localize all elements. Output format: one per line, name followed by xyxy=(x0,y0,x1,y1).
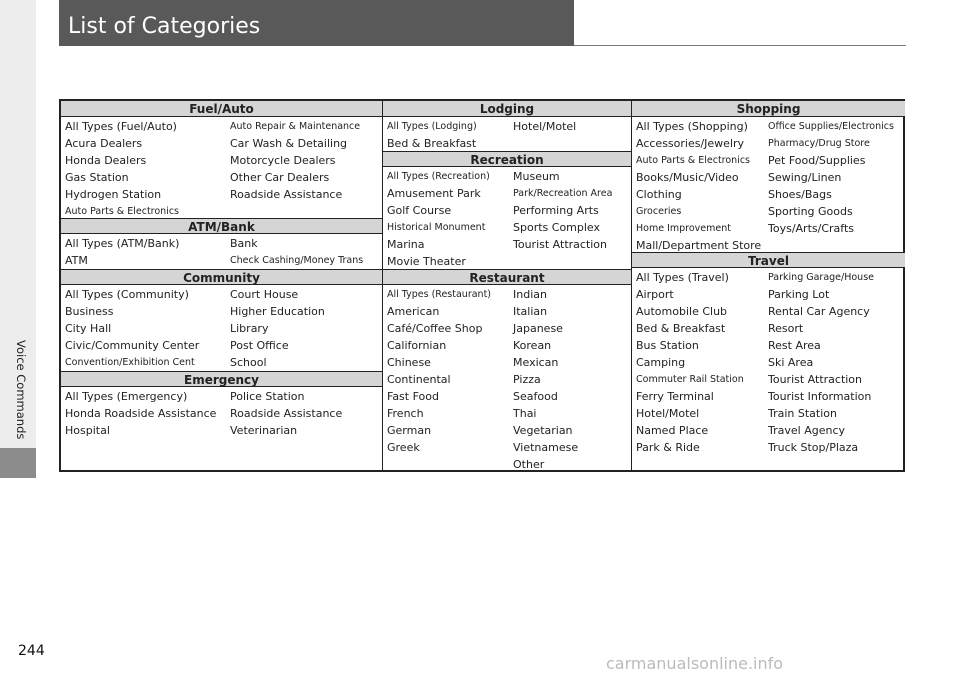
category-item: Thai xyxy=(513,407,537,420)
category-item: Hotel/Motel xyxy=(636,407,700,420)
watermark: carmanualsonline.info xyxy=(606,654,784,673)
page-number: 244 xyxy=(18,643,45,659)
category-item: Groceries xyxy=(636,206,682,217)
category-item: Marina xyxy=(387,238,425,251)
category-item: All Types (ATM/Bank) xyxy=(65,237,180,250)
category-item: Fast Food xyxy=(387,390,439,403)
category-item: Pizza xyxy=(513,373,541,386)
category-item: Shoes/Bags xyxy=(768,188,832,201)
section-header-recreation: Recreation xyxy=(383,151,631,167)
category-item: Bed & Breakfast xyxy=(387,137,477,150)
category-item: Seafood xyxy=(513,390,558,403)
category-item: Mall/Department Store xyxy=(636,239,762,252)
category-item: Resort xyxy=(768,322,804,335)
category-item: Civic/Community Center xyxy=(65,339,200,352)
category-item: All Types (Community) xyxy=(65,288,189,301)
title-rule xyxy=(574,45,906,46)
section-header-travel: Travel xyxy=(632,252,905,268)
category-item: Movie Theater xyxy=(387,255,466,268)
side-tab-label: Voice Commands xyxy=(14,340,28,440)
category-item: Hydrogen Station xyxy=(65,188,162,201)
section-header-shopping: Shopping xyxy=(632,101,905,117)
category-item: Indian xyxy=(513,288,547,301)
category-item: Roadside Assistance xyxy=(230,407,343,420)
section-header-emergency: Emergency xyxy=(61,371,382,387)
category-item: Travel Agency xyxy=(768,424,845,437)
category-item: Auto Parts & Electronics xyxy=(636,155,751,166)
category-item: Ferry Terminal xyxy=(636,390,714,403)
column-divider xyxy=(631,101,632,470)
category-item: All Types (Emergency) xyxy=(65,390,188,403)
category-item: Golf Course xyxy=(387,204,452,217)
category-item: Pharmacy/Drug Store xyxy=(768,138,870,149)
category-item: Hotel/Motel xyxy=(513,120,577,133)
category-item: Italian xyxy=(513,305,548,318)
category-item: Automobile Club xyxy=(636,305,728,318)
category-item: Check Cashing/Money Trans xyxy=(230,255,364,266)
category-item: Sporting Goods xyxy=(768,205,853,218)
section-header-fuel-auto: Fuel/Auto xyxy=(61,101,382,117)
category-item: Auto Repair & Maintenance xyxy=(230,121,361,132)
category-item: American xyxy=(387,305,440,318)
category-item: Bed & Breakfast xyxy=(636,322,726,335)
category-item: Performing Arts xyxy=(513,204,599,217)
category-item: Convention/Exhibition Cent xyxy=(65,357,195,368)
category-item: Mexican xyxy=(513,356,559,369)
category-item: Other xyxy=(513,458,545,471)
category-item: Truck Stop/Plaza xyxy=(768,441,859,454)
category-item: Roadside Assistance xyxy=(230,188,343,201)
category-item: Sports Complex xyxy=(513,221,601,234)
category-item: All Types (Recreation) xyxy=(387,171,490,182)
section-header-community: Community xyxy=(61,269,382,285)
category-item: Named Place xyxy=(636,424,709,437)
category-item: ATM xyxy=(65,254,88,267)
category-item: Vietnamese xyxy=(513,441,579,454)
category-item: City Hall xyxy=(65,322,112,335)
category-item: Auto Parts & Electronics xyxy=(65,206,180,217)
category-item: Court House xyxy=(230,288,299,301)
category-item: Museum xyxy=(513,170,560,183)
category-item: Honda Dealers xyxy=(65,154,147,167)
category-item: Rental Car Agency xyxy=(768,305,870,318)
category-item: Korean xyxy=(513,339,552,352)
category-item: Parking Lot xyxy=(768,288,830,301)
category-item: Pet Food/Supplies xyxy=(768,154,866,167)
category-item: Amusement Park xyxy=(387,187,481,200)
category-item: Toys/Arts/Crafts xyxy=(768,222,854,235)
category-item: German xyxy=(387,424,432,437)
category-item: All Types (Fuel/Auto) xyxy=(65,120,177,133)
category-item: Train Station xyxy=(768,407,837,420)
category-item: Chinese xyxy=(387,356,431,369)
category-item: Airport xyxy=(636,288,674,301)
category-item: Car Wash & Detailing xyxy=(230,137,348,150)
category-item: French xyxy=(387,407,424,420)
category-item: All Types (Shopping) xyxy=(636,120,748,133)
category-item: Other Car Dealers xyxy=(230,171,330,184)
category-item: Tourist Information xyxy=(768,390,872,403)
section-header-atm-bank: ATM/Bank xyxy=(61,218,382,234)
section-header-restaurant: Restaurant xyxy=(383,269,631,285)
page-title: List of Categories xyxy=(68,14,261,39)
category-item: Continental xyxy=(387,373,451,386)
category-item: Gas Station xyxy=(65,171,129,184)
category-item: Post Office xyxy=(230,339,289,352)
category-item: All Types (Lodging) xyxy=(387,121,477,132)
side-tab-marker xyxy=(0,448,36,478)
category-item: Hospital xyxy=(65,424,110,437)
category-item: Sewing/Linen xyxy=(768,171,842,184)
category-item: Police Station xyxy=(230,390,305,403)
category-item: Parking Garage/House xyxy=(768,272,874,283)
category-item: Bus Station xyxy=(636,339,699,352)
category-item: Californian xyxy=(387,339,447,352)
category-item: Motorcycle Dealers xyxy=(230,154,336,167)
categories-table xyxy=(59,99,905,472)
category-item: Bank xyxy=(230,237,258,250)
category-item: Accessories/Jewelry xyxy=(636,137,745,150)
category-item: Vegetarian xyxy=(513,424,573,437)
category-item: Honda Roadside Assistance xyxy=(65,407,217,420)
category-item: All Types (Travel) xyxy=(636,271,729,284)
category-item: Library xyxy=(230,322,269,335)
category-item: Clothing xyxy=(636,188,682,201)
category-item: Higher Education xyxy=(230,305,325,318)
category-item: Café/Coffee Shop xyxy=(387,322,483,335)
category-item: Business xyxy=(65,305,114,318)
category-item: All Types (Restaurant) xyxy=(387,289,492,300)
category-item: Park/Recreation Area xyxy=(513,188,613,199)
category-item: Commuter Rail Station xyxy=(636,374,744,385)
category-item: Books/Music/Video xyxy=(636,171,739,184)
category-item: Tourist Attraction xyxy=(768,373,863,386)
category-item: Home Improvement xyxy=(636,223,731,234)
category-item: Greek xyxy=(387,441,420,454)
section-header-lodging: Lodging xyxy=(383,101,631,117)
category-item: Ski Area xyxy=(768,356,814,369)
category-item: Japanese xyxy=(513,322,563,335)
category-item: Park & Ride xyxy=(636,441,700,454)
category-item: Veterinarian xyxy=(230,424,298,437)
category-item: Historical Monument xyxy=(387,222,486,233)
category-item: Office Supplies/Electronics xyxy=(768,121,894,132)
category-item: Camping xyxy=(636,356,686,369)
category-item: Acura Dealers xyxy=(65,137,143,150)
category-item: Tourist Attraction xyxy=(513,238,608,251)
category-item: Rest Area xyxy=(768,339,821,352)
category-item: School xyxy=(230,356,267,369)
